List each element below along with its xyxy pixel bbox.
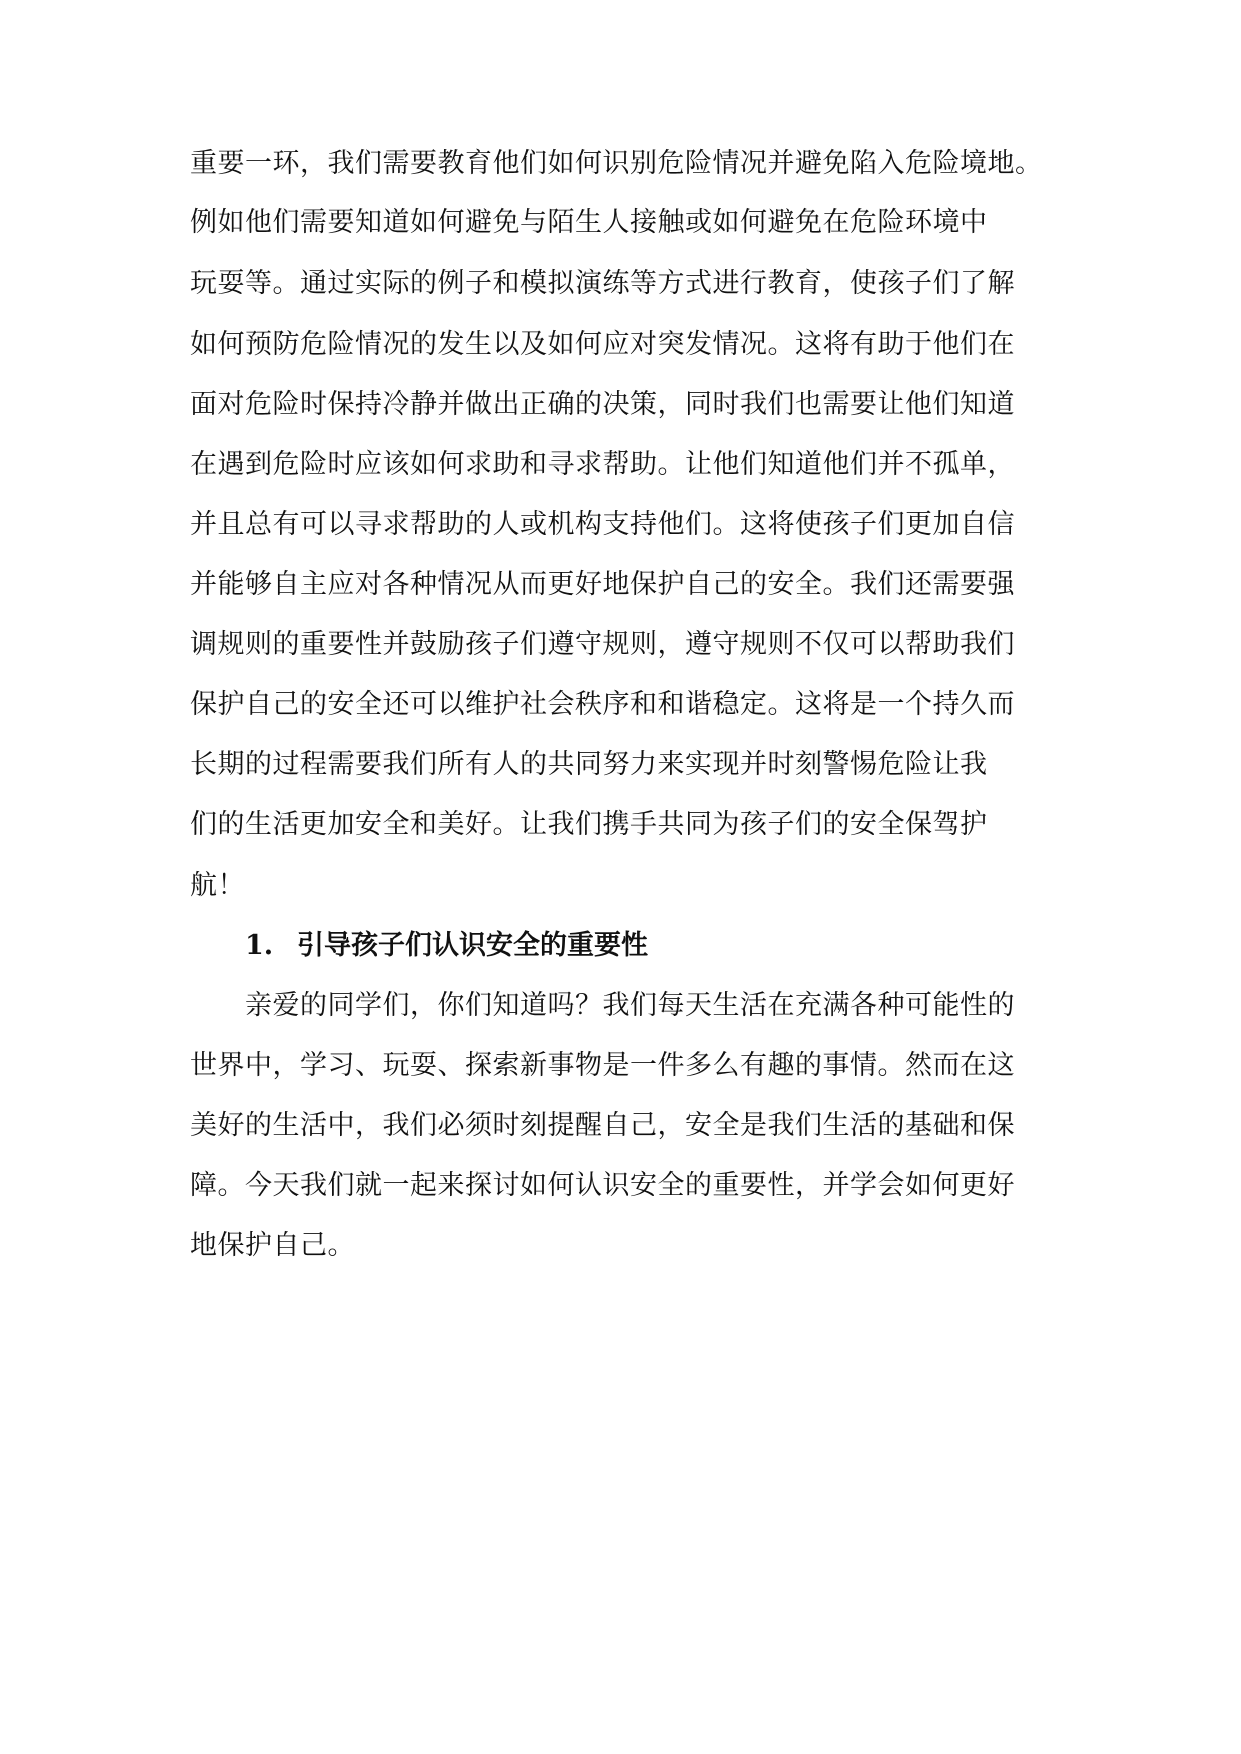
- paragraph2-line-1: 亲爱的同学们，你们知道吗？我们每天生活在充满各种可能性的: [245, 990, 1015, 1021]
- paragraph1-line-12: 们的生活更加安全和美好。让我们携手共同为孩子们的安全保驾护: [190, 809, 988, 840]
- paragraph1-line-4: 如何预防危险情况的发生以及如何应对突发情况。这将有助于他们在: [190, 329, 1015, 360]
- paragraph1-line-2: 例如他们需要知道如何避免与陌生人接触或如何避免在危险环境中: [190, 207, 988, 238]
- section-number: 1.: [245, 930, 274, 961]
- paragraph1-line-6: 在遇到危险时应该如何求助和寻求帮助。让他们知道他们并不孤单，: [190, 449, 1015, 480]
- paragraph1-line-5: 面对危险时保持冷静并做出正确的决策，同时我们也需要让他们知道: [190, 389, 1015, 420]
- paragraph2-line-3: 美好的生活中，我们必须时刻提醒自己，安全是我们生活的基础和保: [190, 1110, 1015, 1141]
- paragraph1-line-13: 航！: [190, 870, 245, 901]
- paragraph1-line-1: 重要一环，我们需要教育他们如何识别危险情况并避免陷入危险境地。: [190, 148, 1043, 179]
- paragraph1-line-3: 玩耍等。通过实际的例子和模拟演练等方式进行教育，使孩子们了解: [190, 268, 1015, 299]
- paragraph2-line-2: 世界中，学习、玩耍、探索新事物是一件多么有趣的事情。然而在这: [190, 1050, 1015, 1081]
- paragraph2-line-5: 地保护自己。: [190, 1230, 355, 1261]
- paragraph1-line-11: 长期的过程需要我们所有人的共同努力来实现并时刻警惕危险让我: [190, 749, 988, 780]
- section-heading: [245, 926, 648, 966]
- paragraph1-line-7: 并且总有可以寻求帮助的人或机构支持他们。这将使孩子们更加自信: [190, 509, 1015, 540]
- paragraph1-line-10: 保护自己的安全还可以维护社会秩序和和谐稳定。这将是一个持久而: [190, 689, 1015, 720]
- paragraph1-line-8: 并能够自主应对各种情况从而更好地保护自己的安全。我们还需要强: [190, 569, 1015, 600]
- section-title: 引导孩子们认识安全的重要性: [297, 930, 648, 961]
- paragraph1-line-9: 调规则的重要性并鼓励孩子们遵守规则，遵守规则不仅可以帮助我们: [190, 629, 1015, 660]
- paragraph2-line-4: 障。今天我们就一起来探讨如何认识安全的重要性，并学会如何更好: [190, 1170, 1015, 1201]
